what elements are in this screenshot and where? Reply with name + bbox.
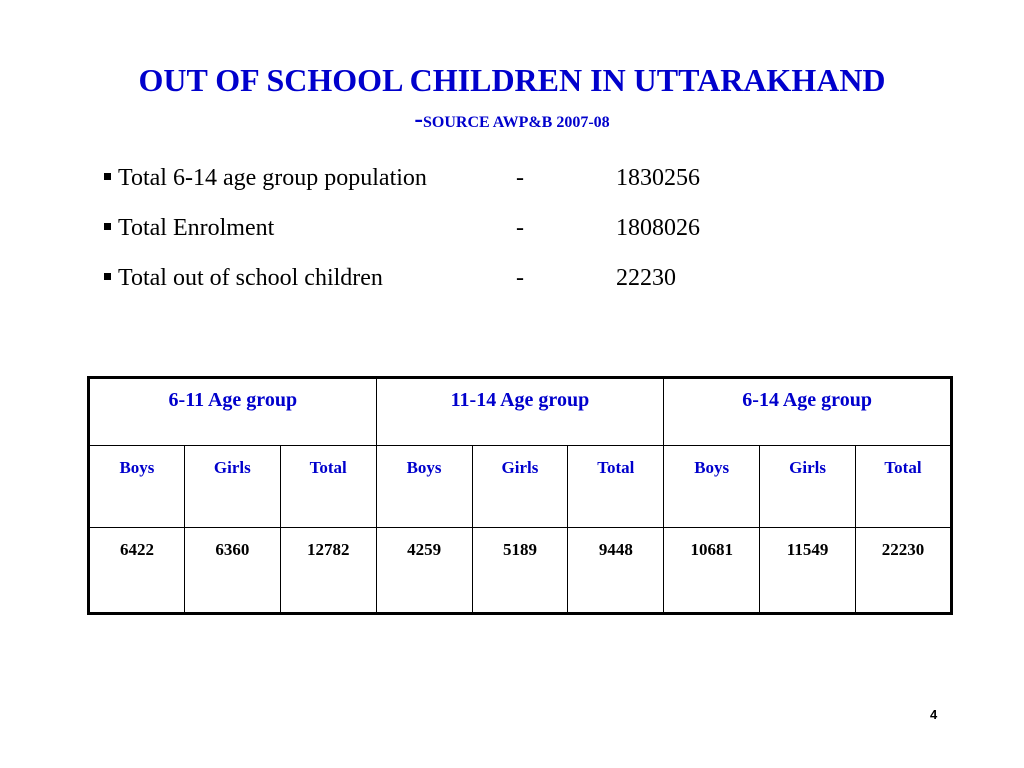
stats-list [104, 160, 804, 310]
stat-item-population [104, 160, 804, 210]
table-cell: 5189 [472, 528, 568, 614]
sub-header-cell: Girls [760, 446, 856, 528]
stat-separator: - [516, 165, 524, 191]
sub-header-cell: Total [568, 446, 664, 528]
group-header-11-14: 11-14 Age group [376, 378, 664, 446]
sub-header-cell: Boys [376, 446, 472, 528]
out-of-school-table [87, 376, 953, 615]
square-bullet-icon [104, 273, 111, 280]
table-row [89, 528, 952, 614]
table-cell: 10681 [664, 528, 760, 614]
group-header-6-11: 6-11 Age group [89, 378, 377, 446]
slide-title: OUT OF SCHOOL CHILDREN IN UTTARAKHAND [138, 62, 886, 98]
slide-subtitle [0, 106, 1024, 136]
table-group-header-row [89, 378, 952, 446]
table-cell: 11549 [760, 528, 856, 614]
table-cell: 22230 [856, 528, 952, 614]
table-sub-header-row [89, 446, 952, 528]
stat-label: Total Enrolment [118, 215, 275, 241]
sub-header-cell: Total [280, 446, 376, 528]
sub-header-cell: Boys [664, 446, 760, 528]
stat-value: 1808026 [616, 215, 700, 241]
table-cell: 6422 [89, 528, 185, 614]
group-header-6-14: 6-14 Age group [664, 378, 952, 446]
stat-label: Total out of school children [118, 265, 383, 291]
page-number: 4 [930, 707, 938, 722]
stat-item-enrolment [104, 210, 804, 260]
square-bullet-icon [104, 173, 111, 180]
sub-header-cell: Girls [184, 446, 280, 528]
stat-separator: - [516, 215, 524, 241]
stat-value: 22230 [616, 265, 676, 291]
subtitle-dash: - [414, 104, 423, 133]
square-bullet-icon [104, 223, 111, 230]
table-cell: 9448 [568, 528, 664, 614]
stat-value: 1830256 [616, 165, 700, 191]
sub-header-cell: Girls [472, 446, 568, 528]
subtitle-source: SOURCE AWP&B 2007-08 [422, 114, 610, 131]
table-cell: 4259 [376, 528, 472, 614]
stat-label: Total 6-14 age group population [118, 165, 427, 191]
table-cell: 12782 [280, 528, 376, 614]
sub-header-cell: Total [856, 446, 952, 528]
stat-separator: - [516, 265, 524, 291]
sub-header-cell: Boys [89, 446, 185, 528]
table-cell: 6360 [184, 528, 280, 614]
stat-item-out-of-school [104, 260, 804, 310]
